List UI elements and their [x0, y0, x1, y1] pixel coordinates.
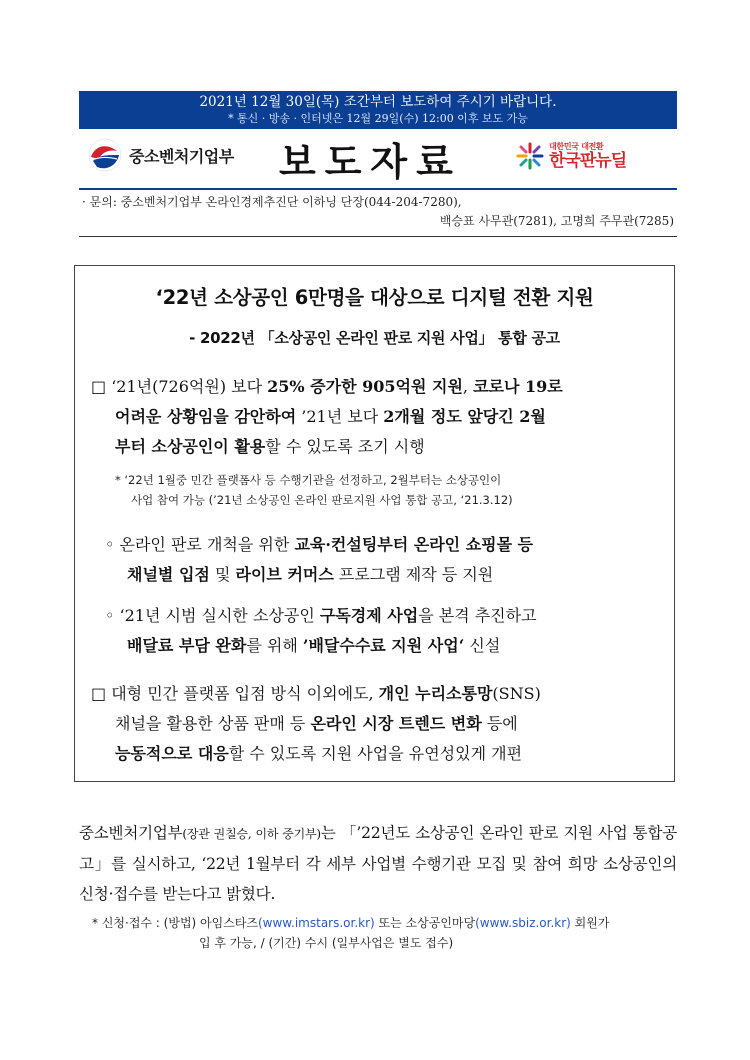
bullet-box-icon: □ [91, 684, 107, 703]
headline: ‘22년 소상공인 6만명을 대상으로 디지털 전환 지원 [155, 286, 594, 309]
ministry-name: 중소벤처기업부 [129, 146, 234, 166]
summary-box [74, 265, 675, 782]
note-line-2: 사업 참여 가능 (’21년 소상공인 온라인 판로지원 사업 통합 공고, ‘21.3.12) [131, 493, 513, 507]
header-divider [79, 188, 677, 190]
doc-title: 보도자료 [279, 139, 462, 184]
embargo-line-2: * 통신 · 방송 · 인터넷은 12월 29일(수) 12:00 이후 보도 가능 [228, 112, 528, 125]
summary-circle-2: ◦ ‘21년 시범 실시한 소상공인 구독경제 사업을 본격 추진하고 배달료 부담 완화를 위해 ’배달수수료 지원 사업‘ 신설 [105, 606, 537, 655]
summary-bullet-2: □ 대형 민간 플랫폼 입점 방식 이외에도, 개인 누리소통망(SNS) 채널을 활용한 상품 판매 등 온라인 시장 트렌드 변화 등에 능동적으로 대응할 수 있도록 지원 사업을 유연성있게 개편 [91, 684, 541, 763]
newdeal-brand: 한국판뉴딜 [549, 151, 627, 171]
imstars-link[interactable]: (www.imstars.or.kr) [258, 916, 375, 930]
summary-bullet-1: □ ‘21년(726억원) 보다 25% 증가한 905억원 지원, 코로나 19로 어려운 상황임을 감안하여 ’21년 보다 2개월 정도 앞당긴 2월 부터 소상공인이 활용할 수 있도록 조기 시행 [91, 377, 563, 456]
embargo-banner [79, 91, 677, 129]
bullet-box-icon: □ [91, 377, 107, 396]
sbiz-link[interactable]: (www.sbiz.or.kr) [475, 916, 571, 930]
footnote: * 신청·접수 : (방법) 아임스타즈(www.imstars.or.kr) 또는 소상공인마당(www.sbiz.or.kr) 회원가 입 후 가능, / (기간) 수시 (일부사업은 별도 접수) [92, 913, 682, 953]
ministry-logo [87, 137, 234, 173]
subheadline: - 2022년 「소상공인 온라인 판로 지원 사업」 통합 공고 [189, 329, 560, 347]
note-line-1: * ‘22년 1월중 민간 플랫폼사 등 수행기관을 선정하고, 2월부터는 소상공인이 [115, 473, 502, 487]
summary-circle-1: ◦ 온라인 판로 개척을 위한 교육·컨설팅부터 온라인 쇼핑몰 등 채널별 입점 및 라이브 커머스 프로그램 제작 등 지원 [105, 535, 534, 584]
embargo-line-1: 2021년 12월 30일(목) 조간부터 보도하여 주시기 바랍니다. [199, 94, 557, 110]
summary-note [115, 470, 670, 510]
press-header [79, 129, 677, 187]
body-paragraph: 중소벤처기업부(장관 권칠승, 이하 중기부)는 「’22년도 소상공인 온라인 판로 지원 사업 통합공고」를 실시하고, ‘22년 1월부터 각 세부 사업별 수행기관 모집 및 참여 희망 소상공인의 신청·접수를 받는다고 밝혔다. [79, 824, 677, 903]
newdeal-tagline: 대한민국 대전환 [549, 142, 604, 151]
contact-line-1: · 문의: 중소벤처기업부 온라인경제추진단 이하닝 단장(044-204-7280), [82, 195, 462, 209]
newdeal-star-icon [515, 141, 545, 171]
contact-line-2: 백승표 사무관(7281), 고명희 주무관(7285) [439, 214, 674, 228]
government-emblem-icon [87, 137, 123, 173]
contact-info [82, 193, 676, 231]
contact-divider [79, 236, 677, 237]
footnote-line-2: 입 후 가능, / (기간) 수시 (일부사업은 별도 접수) [199, 936, 454, 950]
newdeal-logo [515, 141, 626, 171]
